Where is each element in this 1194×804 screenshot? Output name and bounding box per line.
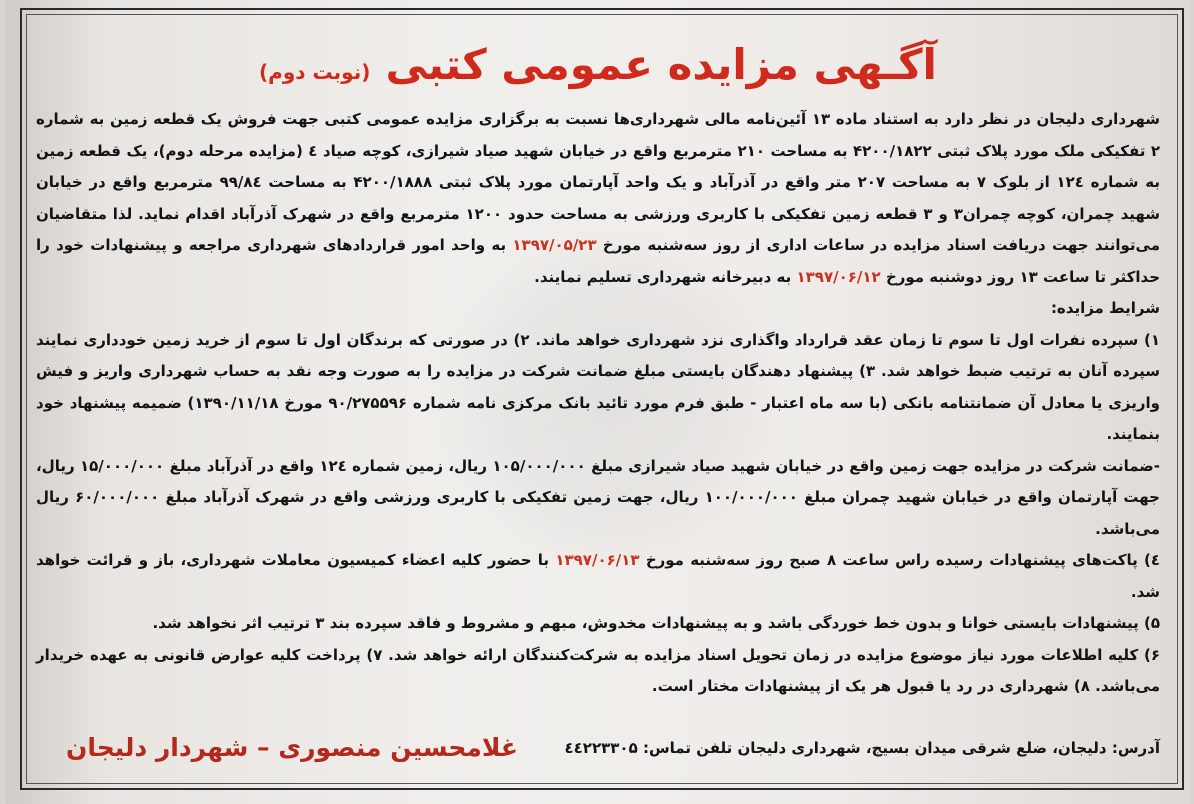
notice-body [36, 104, 1160, 703]
intro-paragraph [36, 104, 1160, 293]
signer-name: غلامحسین منصوری – شهردار دلیجان [66, 733, 518, 762]
title-row [6, 40, 1190, 89]
condition-6-8: ۶) کلیه اطلاعات مورد نیاز موضوع مزایده در زمان تحویل اسناد مزایده به شرکت‌کنندگان ارائه خواهد شد. ۷) پرداخت کلیه عوارض قانونی به عهده خریدار می‌باشد. ۸) شهرداری در رد یا قبول هر یک از پیشنهادات مختار است. [36, 645, 1160, 695]
guarantee-paragraph: -ضمانت شرکت در مزایده جهت زمین واقع در خیابان شهید صیاد شیرازی مبلغ ۱۰۵/۰۰۰/۰۰۰ ریال، زمین شماره ۱۲٤ واقع در آذرآباد مبلغ ۱۵/۰۰۰/۰۰۰ ریال، جهت آپارتمان واقع در خیابان شهید چمران مبلغ ۱۰۰/۰۰۰/۰۰۰ ریال، جهت زمین تفکیکی با کاربری ورزشی واقع در شهرک آذرآباد مبلغ ۶۰/۰۰۰/۰۰۰ ریال می‌باشد. [36, 456, 1160, 538]
intro-text-3: به دبیرخانه شهرداری تسلیم نمایند. [534, 267, 792, 286]
notice-footer [36, 733, 1160, 763]
condition-1-3: ۱) سپرده نفرات اول تا سوم تا زمان عقد قرارداد واگذاری نزد شهرداری خواهد ماند. ۲) در صورتی که برندگان اول تا سوم از خرید زمین خودداری نمایند سپرده آنان به ترتیب ضبط خواهد شد. ۳) پیشنهاد دهندگان بایستی مبلغ ضمانت شرکت در مزایده را به صورت وجه نقد به حساب شهرداری واریز و فیش واریزی یا معادل آن ضمانتنامه بانکی (با سه ماه اعتبار - طبق فرم مورد تائید بانک مرکزی نامه شماره ۹۰/۲۷۵۵۹۶ مورخ ۱۳۹۰/۱۱/۱۸) ضمیمه پیشنهاد خود بنمایند. [36, 330, 1160, 443]
condition-4-text: ٤) پاکت‌های پیشنهادات رسیده راس ساعت ۸ صبح روز سه‌شنبه مورخ [645, 551, 1160, 569]
condition-4 [36, 545, 1160, 608]
condition-5: ۵) پیشنهادات بایستی خوانا و بدون خط خوردگی باشد و به پیشنهادات مخدوش، مبهم و مشروط و فاقد سپرده بند ۳ ترتیب اثر نخواهد شد. [152, 614, 1160, 632]
date-issue: ۱۳۹۷/۰۵/۲۳ [512, 236, 597, 254]
date-opening: ۱۳۹۷/۰۶/۱۳ [555, 551, 640, 569]
intro-text: شهرداری دلیجان در نظر دارد به استناد ماده ۱۳ آئین‌نامه مالی شهرداری‌ها نسبت به برگزاری مزایده عمومی کتبی جهت فروش یک قطعه زمین به شماره ۲ تفکیکی ملک مورد پلاک ثبتی ۴۲۰۰/۱۸۲۲ به مساحت ۲۱۰ مترمربع واقع در خیابان شهید صیاد شیرازی، کوچه صیاد ٤ (مزایده مرحله دوم)، یک قطعه زمین به شماره ۱۲٤ از بلوک ۷ به مساحت ۲۰۷ متر واقع در آذرآباد و یک واحد آپارتمان مورد پلاک ثبتی ۴۲۰۰/۱۸۸۸ به مساحت ۹۹/۸٤ مترمربع واقع در خیابان شهید چمران، کوچه چمران۳ و ۳ قطعه زمین تفکیکی با کاربری ورزشی به مساحت حدود ۱۲۰۰ مترمربع واقع در شهرک آذرآباد اقدام نماید. لذا متقاضیان می‌توانند جهت دریافت اسناد مزایده در ساعات اداری از روز سه‌شنبه مورخ [36, 110, 1161, 254]
conditions-heading: شرایط مزایده: [1050, 299, 1160, 317]
intro-text-2: به واحد امور قراردادهای شهرداری مراجعه و پیشنهادات خود را حداکثر تا ساعت ۱۳ روز دوشنبه مورخ [36, 236, 1160, 286]
notice-paper [6, 0, 1190, 804]
notice-title: آگـهی مزایده عمومی کتبی [385, 40, 937, 89]
condition-4-text-2: با حضور کلیه اعضاء کمیسیون معاملات شهرداری، باز و قرائت خواهد شد. [36, 551, 1160, 601]
address-line: آدرس: دلیجان، ضلع شرقی میدان بسیج، شهرداری دلیجان تلفن تماس: ٤٤۲۲۳۳۰۵ [564, 739, 1160, 757]
notice-subtitle: (نوبت دوم) [259, 60, 371, 84]
date-deadline: ۱۳۹۷/۰۶/۱۲ [796, 267, 881, 286]
